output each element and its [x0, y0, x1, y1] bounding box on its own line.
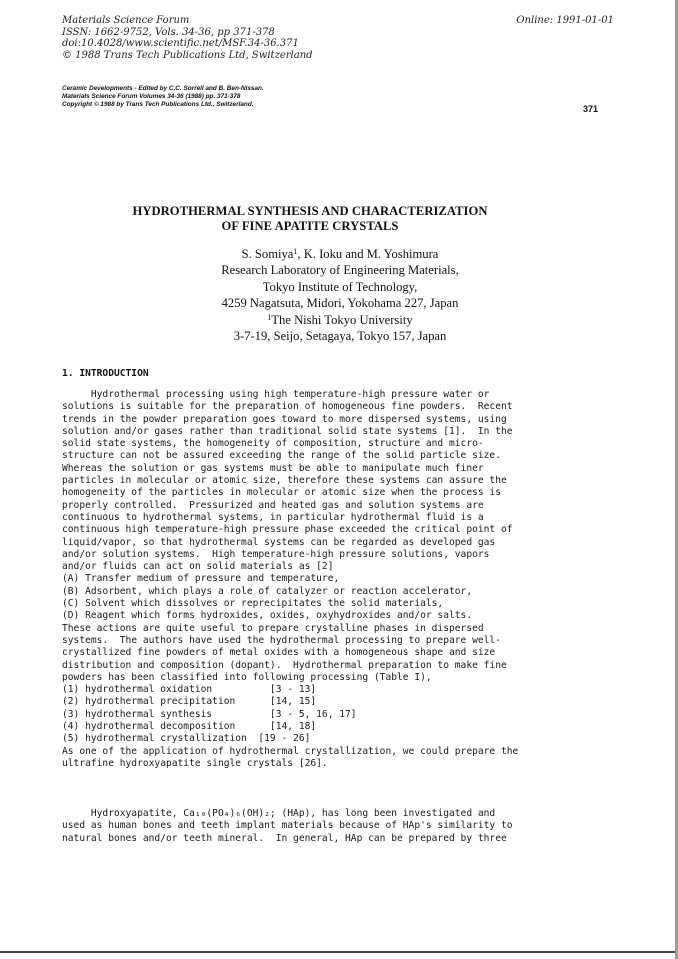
- text-line: (2) hydrothermal precipitation [14, 15]: [62, 696, 317, 708]
- text-line: (5) hydrothermal crystallization [19 - 26]: [62, 733, 311, 745]
- citation-journal: Materials Science Forum: [62, 15, 190, 26]
- text-line: continuous high temperature-high pressure phase exceeded the critical point of: [62, 524, 513, 536]
- text-line: and/or solution systems. High temperature-high pressure solutions, vapors: [62, 548, 490, 560]
- text-line: (C) Solvent which dissolves or reprecipitates the solid materials,: [62, 598, 444, 610]
- header-line: Ceramic Developments - Edited by C.C. Sorrell and B. Ben-Nissan.: [62, 85, 264, 92]
- online-date: Online: 1991-01-01: [516, 15, 614, 26]
- text-line: natural bones and/or teeth mineral. In general, HAp can be prepared by three: [62, 832, 507, 844]
- text-line: As one of the application of hydrothermal crystallization, we could prepare the: [62, 745, 519, 757]
- running-header: [62, 85, 264, 109]
- page-number: 371: [582, 104, 598, 114]
- text-line: (A) Transfer medium of pressure and temperature,: [62, 573, 340, 585]
- text-line: continuous to hydrothermal systems, in particular hydrothermal fluid is a: [62, 511, 484, 523]
- affiliation-line: $^1$The Nishi Tokyo University: [267, 312, 413, 327]
- citation-copyright: © 1988 Trans Tech Publications Ltd, Switzerland: [62, 49, 313, 61]
- paper-title: [60, 204, 560, 234]
- text-line: crystallized fine powders of metal oxides with a homogeneous shape and size: [62, 647, 496, 659]
- text-line: (3) hydrothermal synthesis [3 - 5, 16, 17]: [62, 708, 357, 720]
- text-line: Whereas the solution or gas systems must be able to manipulate much finer: [62, 462, 484, 474]
- text-line: distribution and composition (dopant). Hydrothermal preparation to make fine: [62, 659, 507, 671]
- text-line: trends in the powder preparation goes toward to more dispersed systems, using: [62, 413, 507, 425]
- citation-issn: ISSN: 1662-9752, Vols. 34-36, pp 371-378: [62, 26, 275, 38]
- author-block: [90, 246, 590, 344]
- citation-block: [62, 15, 313, 61]
- text-line: systems. The authors have used the hydrothermal processing to prepare well-: [62, 634, 501, 646]
- text-line: powders has been classified into following processing (Table I),: [62, 671, 432, 683]
- bottom-rule: [0, 951, 678, 953]
- affiliation-line: Tokyo Institute of Technology,: [262, 279, 418, 294]
- text-line: Hydrothermal processing using high temperature-high pressure water or: [62, 389, 490, 400]
- text-line: (B) Adsorbent, which plays a role of catalyzer or reaction accelerator,: [62, 585, 473, 597]
- hydroxyapatite-paragraph: [62, 808, 513, 845]
- affiliation-line: Research Laboratory of Engineering Materials,: [221, 263, 459, 278]
- text-line: properly controlled. Pressurized and heated gas and solution systems are: [62, 499, 484, 511]
- text-line: solutions is suitable for the preparation of homogeneous fine powders. Recent: [62, 401, 513, 413]
- text-line: particles in molecular or atomic size, therefore these systems can assure the: [62, 475, 507, 487]
- text-line: structure can not be assured exceeding the range of the solid particle size.: [62, 450, 501, 462]
- author-names: S. Somiya$^1$, K. Ioku and M. Yoshimura: [241, 247, 439, 261]
- text-line: (D) Reagent which forms hydroxides, oxides, oxyhydroxides and/or salts.: [62, 610, 473, 622]
- text-line: solution and/or gases rather than traditional solid state systems [1]. In the: [62, 425, 513, 437]
- introduction-paragraph: [62, 389, 518, 770]
- header-line: Materials Science Forum Volumes 34-36 (1988) pp. 371-378: [62, 93, 241, 100]
- header-line: Copyright © 1988 by Trans Tech Publications Ltd., Switzerland.: [62, 101, 254, 108]
- text-line: (1) hydrothermal oxidation [3 - 13]: [62, 684, 317, 696]
- text-line: used as human bones and teeth implant materials because of HAp's similarity to: [62, 820, 513, 832]
- text-line: homogeneity of the particles in molecular or atomic size when the process is: [62, 487, 501, 499]
- affiliation-line: 3-7-19, Seijo, Setagaya, Tokyo 157, Japan: [233, 329, 447, 344]
- affiliation-line: 4259 Nagatsuta, Midori, Yokohama 227, Japan: [221, 296, 459, 311]
- title-line: HYDROTHERMAL SYNTHESIS AND CHARACTERIZATION: [132, 204, 488, 218]
- text-line: Hydroxyapatite, Ca₁₀(PO₄)₆(OH)₂; (HAp), has long been investigated and: [62, 808, 496, 819]
- title-line: OF FINE APATITE CRYSTALS: [221, 219, 399, 233]
- citation-doi: doi:10.4028/www.scientific.net/MSF.34-36.371: [62, 38, 299, 49]
- section-heading: 1. INTRODUCTION: [62, 368, 149, 379]
- text-line: (4) hydrothermal decomposition [14, 18]: [62, 721, 317, 733]
- text-line: ultrafine hydroxyapatite single crystals [26].: [62, 757, 328, 769]
- text-line: liquid/vapor, so that hydrothermal systems can be regarded as developed gas: [62, 536, 496, 548]
- text-line: and/or fluids can act on solid materials as [2]: [62, 561, 334, 573]
- text-line: These actions are quite useful to prepare crystalline phases in dispersed: [62, 622, 484, 634]
- text-line: solid state systems, the homogeneity of composition, structure and micro-: [62, 438, 484, 450]
